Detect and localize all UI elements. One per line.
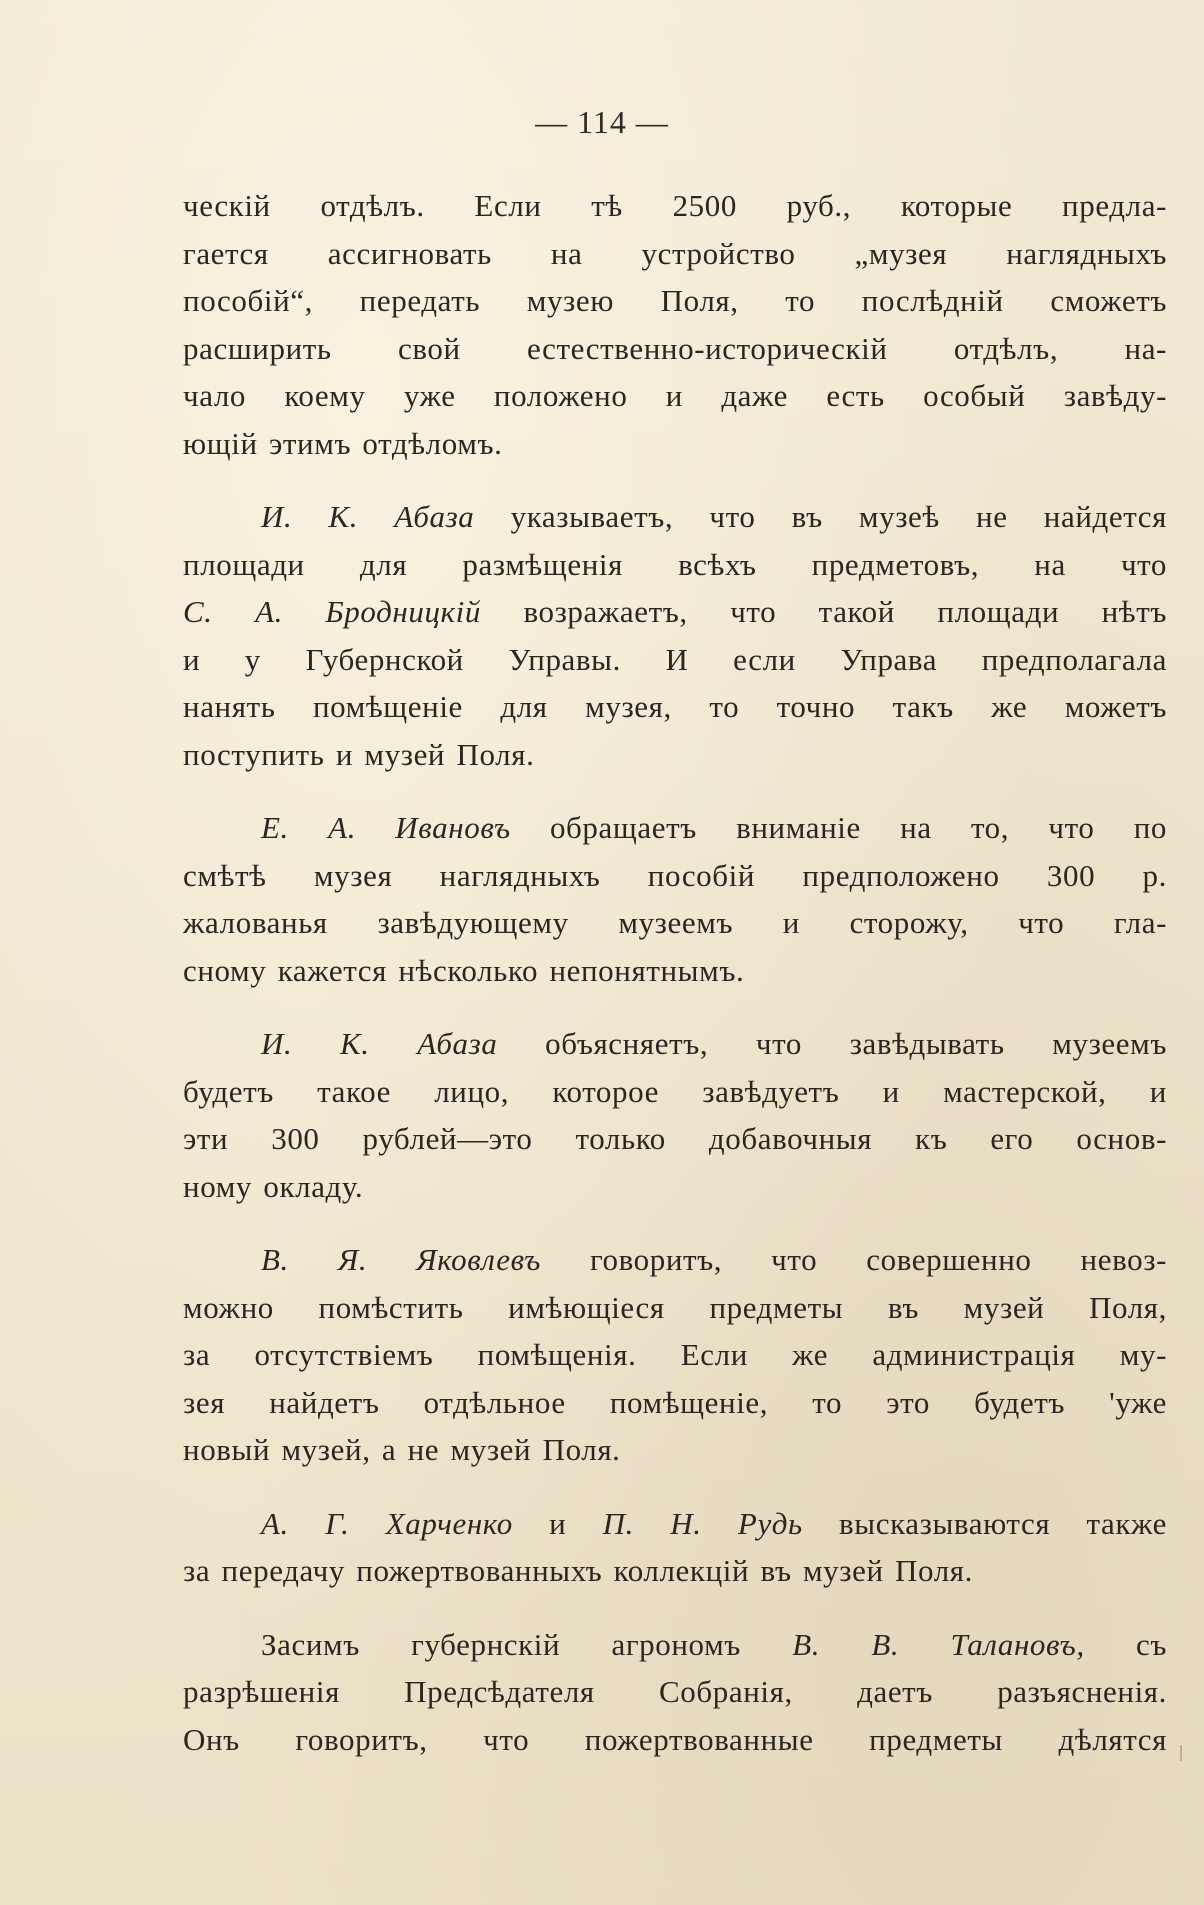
text-run: ному окладу. bbox=[183, 1168, 364, 1204]
text-line bbox=[183, 1500, 1167, 1548]
text-line bbox=[183, 1020, 1167, 1068]
paragraph bbox=[183, 1020, 1167, 1210]
text-run: смѣтѣ музея наглядныхъ пособій предположено 300 р. bbox=[183, 857, 1167, 893]
text-run: указываетъ, что въ музеѣ не найдется bbox=[474, 499, 1167, 534]
text-line bbox=[183, 1115, 1167, 1163]
paragraph bbox=[183, 493, 1167, 778]
text-run: гается ассигновать на устройство „музея наглядныхъ bbox=[183, 235, 1167, 271]
text-line bbox=[183, 1547, 1167, 1595]
text-run: высказываются также bbox=[802, 1505, 1167, 1541]
text-line bbox=[183, 182, 1167, 230]
speaker-name: В. Я. Яковлевъ bbox=[261, 1242, 541, 1277]
text-run: Онъ говоритъ, что пожертвованные предметы дѣлятся bbox=[183, 1721, 1167, 1757]
text-run: новый музей, а не музей Поля. bbox=[183, 1432, 621, 1467]
text-run: разрѣшенія Предсѣдателя Собранія, даетъ разъясненія. bbox=[183, 1674, 1167, 1709]
text-line bbox=[183, 1668, 1167, 1716]
page-number: — 114 — bbox=[535, 104, 669, 140]
text-run: будетъ такое лицо, которое завѣдуетъ и мастерской, и bbox=[183, 1073, 1167, 1109]
text-run: чало коему уже положено и даже есть особый завѣду- bbox=[183, 378, 1167, 413]
paragraph bbox=[183, 804, 1167, 994]
speaker-name: И. К. Абаза bbox=[261, 1026, 498, 1061]
speaker-name: П. Н. Рудь bbox=[602, 1505, 803, 1541]
text-line bbox=[183, 1379, 1167, 1427]
text-line bbox=[183, 1331, 1167, 1379]
speaker-name: С. А. Бродницкій bbox=[183, 594, 481, 629]
text-run: и bbox=[512, 1505, 603, 1541]
text-line bbox=[183, 636, 1167, 684]
text-run: можно помѣстить имѣющіеся предметы въ музей Поля, bbox=[183, 1289, 1167, 1325]
text-line bbox=[183, 899, 1167, 947]
speaker-name: Е. А. Ивановъ bbox=[261, 810, 511, 845]
text-line bbox=[183, 277, 1167, 325]
text-run: Засимъ губернскій агрономъ bbox=[261, 1626, 793, 1662]
text-run: за отсутствіемъ помѣщенія. Если же администрація му- bbox=[183, 1337, 1167, 1372]
body-text bbox=[183, 182, 1167, 1789]
text-line bbox=[183, 1236, 1167, 1284]
text-line bbox=[183, 852, 1167, 900]
text-run: съ bbox=[1084, 1626, 1167, 1662]
text-run: зея найдетъ отдѣльное помѣщеніе, то это будетъ 'уже bbox=[183, 1384, 1167, 1420]
text-run: возражаетъ, что такой площади нѣтъ bbox=[480, 594, 1167, 629]
text-run: эти 300 рублей—это только добавочныя къ его основ- bbox=[183, 1121, 1167, 1156]
text-run: пособій“, передать музею Поля, то послѣдній сможетъ bbox=[183, 283, 1167, 318]
text-line bbox=[183, 493, 1167, 541]
paragraph bbox=[183, 1236, 1167, 1474]
text-line bbox=[183, 1426, 1167, 1474]
text-run: нанять помѣщеніе для музея, то точно такъ же можетъ bbox=[183, 689, 1167, 724]
text-run: говоритъ, что совершенно невоз- bbox=[540, 1242, 1167, 1277]
text-line bbox=[183, 731, 1167, 779]
text-line bbox=[183, 1284, 1167, 1332]
paragraph bbox=[183, 1621, 1167, 1764]
text-run: площади для размѣщенія всѣхъ предметовъ, на что bbox=[183, 546, 1167, 582]
text-line bbox=[183, 1163, 1167, 1211]
text-line bbox=[183, 683, 1167, 731]
text-run: и у Губернской Управы. И если Управа предполагала bbox=[183, 641, 1167, 677]
text-line bbox=[183, 420, 1167, 468]
text-line bbox=[183, 325, 1167, 373]
speaker-name: В. В. Талановъ, bbox=[792, 1626, 1085, 1662]
text-run: сному кажется нѣсколько непонятнымъ. bbox=[183, 952, 745, 988]
text-line bbox=[183, 1716, 1167, 1764]
text-line bbox=[183, 230, 1167, 278]
text-line bbox=[183, 541, 1167, 589]
text-run: расширить свой естественно-историческій отдѣлъ, на- bbox=[183, 330, 1167, 366]
paragraph bbox=[183, 1500, 1167, 1595]
text-run: за передачу пожертвованныхъ коллекцій въ музей Поля. bbox=[183, 1553, 973, 1588]
text-line bbox=[183, 1068, 1167, 1116]
text-run: ющій этимъ отдѣломъ. bbox=[183, 425, 503, 461]
speaker-name: И. К. Абаза bbox=[261, 499, 475, 534]
text-line bbox=[183, 1621, 1167, 1669]
text-run: поступить и музей Поля. bbox=[183, 736, 535, 772]
text-run: жалованья завѣдующему музеемъ и сторожу, что гла- bbox=[183, 905, 1167, 940]
text-line bbox=[183, 804, 1167, 852]
text-line bbox=[183, 372, 1167, 420]
text-run: объясняетъ, что завѣдывать музеемъ bbox=[497, 1026, 1167, 1061]
text-line bbox=[183, 947, 1167, 995]
margin-mark bbox=[1180, 1745, 1182, 1761]
text-line bbox=[183, 588, 1167, 636]
paragraph bbox=[183, 182, 1167, 467]
speaker-name: А. Г. Харченко bbox=[261, 1505, 513, 1541]
text-run: обращаетъ вниманіе на то, что по bbox=[510, 810, 1167, 845]
text-run: ческій отдѣлъ. Если тѣ 2500 руб., которые предла- bbox=[183, 188, 1167, 223]
